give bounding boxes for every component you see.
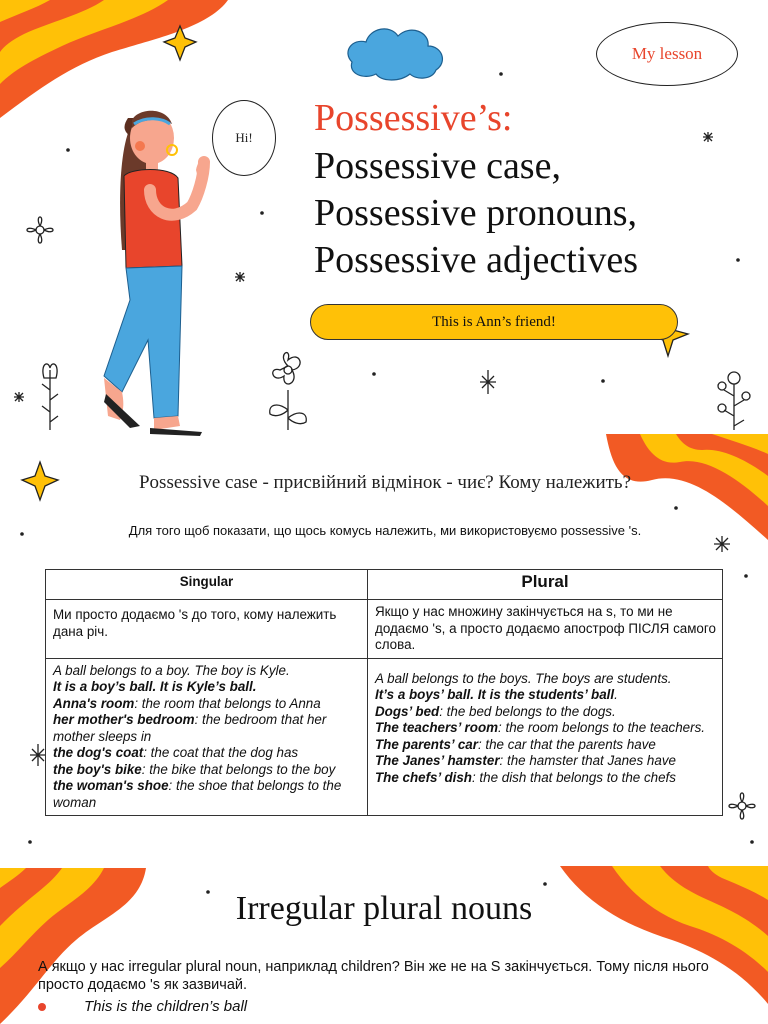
example-line: The Janes’ hamster: the hamster that Janes have <box>375 753 676 768</box>
irregular-explanation: А якщо у нас irregular plural noun, наприклад children? Він же не на S закінчується. Тому після нього просто додаємо 's як зазвичай. <box>38 959 709 993</box>
rule-plural: Якщо у нас множину закінчується на s, то ми не додаємо 's, а просто додаємо апостроф ПІСЛЯ самого слова. <box>368 600 723 659</box>
title-line-2: Possessive pronouns, <box>314 192 638 234</box>
top-left-swirl <box>0 0 228 118</box>
section-heading-possessive-case: Possessive case - присвійний відмінок - чиє? Кому належить? <box>138 472 632 493</box>
my-lesson-badge: My lesson <box>596 22 738 86</box>
section-heading-irregular: Irregular plural nouns <box>235 890 533 927</box>
example-line: A ball belongs to a boy. The boy is Kyle. <box>53 662 290 678</box>
example-line: It is a boy’s ball. It is Kyle’s ball. <box>53 679 257 694</box>
girl-illustration <box>104 111 208 436</box>
list-item-text: This is the children’s ball <box>84 998 248 1015</box>
title-accent: Possessive’s: <box>314 97 513 139</box>
example-line: the woman's shoe: the shoe that belongs to the woman <box>53 778 342 810</box>
table-header-row <box>46 570 723 600</box>
example-line: It’s a boys’ ball. It is the students’ ball. <box>375 687 618 702</box>
plural-examples-cell <box>368 658 723 816</box>
table-row-examples <box>46 658 723 816</box>
title-line-1: Possessive case, <box>314 145 561 187</box>
example-line: Dogs’ bed: the bed belongs to the dogs. <box>375 703 616 719</box>
example-line: Anna's room: the room that belongs to Anna <box>53 695 321 711</box>
singular-examples-cell <box>46 658 368 816</box>
header-singular: Singular <box>46 570 368 600</box>
possessive-table <box>45 569 723 816</box>
table-row-rules <box>46 600 723 659</box>
example-line: A ball belongs to the boys. The boys are students. <box>375 670 672 686</box>
cloud-icon <box>348 29 442 80</box>
header-plural: Plural <box>368 570 723 600</box>
example-line: the dog's coat: the coat that the dog has <box>53 745 299 760</box>
example-line: the boy's bike: the bike that belongs to the boy <box>53 761 336 777</box>
example-line: The chefs’ dish: the dish that belongs to the chefs <box>375 769 676 785</box>
example-line: The teachers’ room: the room belongs to the teachers. <box>375 720 705 735</box>
title-line-3: Possessive adjectives <box>314 239 639 281</box>
example-pill: This is Ann’s friend! <box>310 304 678 340</box>
example-line: The parents’ car: the car that the parents have <box>375 736 656 752</box>
speech-bubble-hi: Hi! <box>212 100 276 176</box>
star-icon-left <box>22 462 58 500</box>
section-subtitle: Для того щоб показати, що щось комусь належить, ми використовуємо possessive 's. <box>128 523 642 538</box>
list-item <box>38 998 247 1015</box>
rule-singular: Ми просто додаємо 's до того, кому належить дана річ. <box>46 600 368 659</box>
bullet-icon <box>38 1003 46 1011</box>
example-line: her mother's bedroom: the bedroom that her mother sleeps in <box>53 712 327 744</box>
